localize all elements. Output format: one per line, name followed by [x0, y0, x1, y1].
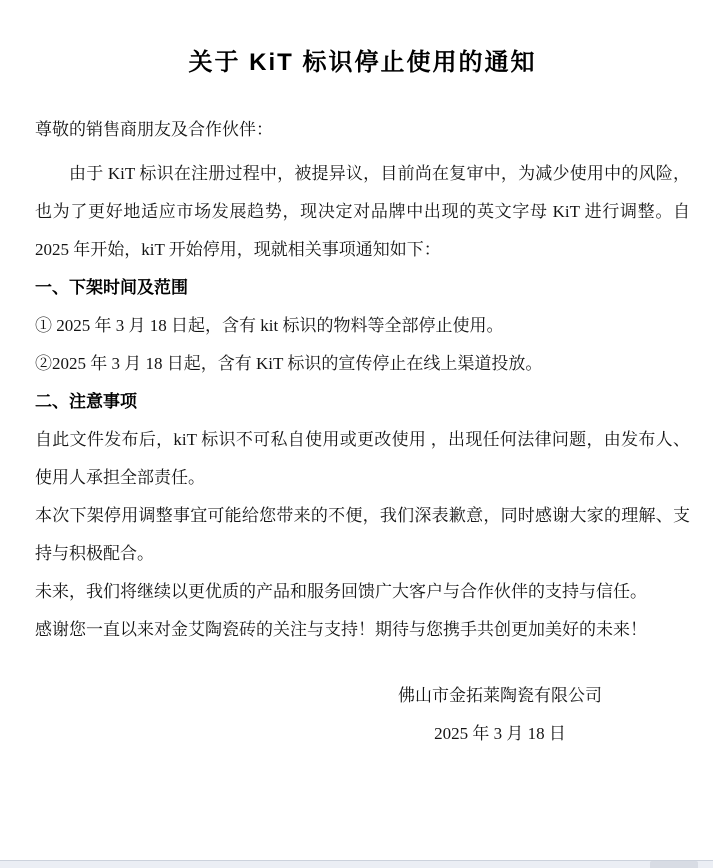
section1-item1: ① 2025 年 3 月 18 日起，含有 kit 标识的物料等全部停止使用。	[35, 316, 504, 335]
signature-date: 2025 年 3 月 18 日	[434, 724, 566, 743]
salutation-line: 尊敬的销售商朋友及合作伙伴：	[35, 120, 273, 139]
section1-heading: 一、下架时间及范围	[35, 278, 188, 297]
signature-company: 佛山市金拓莱陶瓷有限公司	[398, 686, 602, 705]
section2-para3: 未来，我们将继续以更优质的产品和服务回馈广大客户与合作伙伴的支持与信任。	[35, 582, 647, 601]
section2-heading: 二、注意事项	[35, 392, 137, 411]
section2-para1: 自此文件发布后，kiT 标识不可私自使用或更改使用 ，出现任何法律问题，由发布人、使用人承担全部责任。	[35, 430, 690, 487]
document-content	[0, 45, 713, 753]
section2-para2: 本次下架停用调整事宜可能给您带来的不便，我们深表歉意，同时感谢大家的理解、支持与积极配合。	[35, 506, 690, 563]
intro-paragraph: 由于 KiT 标识在注册过程中，被提异议，目前尚在复审中，为减少使用中的风险，也为了更好地适应市场发展趋势，现决定对品牌中出现的英文字母 KiT 进行调整。自 2025 年开始，kiT 开始停用，现就相关事项通知如下：	[35, 164, 690, 259]
window-edge-accent	[650, 861, 698, 868]
section1-item2: ②2025 年 3 月 18 日起，含有 KiT 标识的宣传停止在线上渠道投放。	[35, 354, 543, 373]
section2-para4: 感谢您一直以来对金艾陶瓷砖的关注与支持！期待与您携手共创更加美好的未来！	[35, 620, 647, 639]
window-edge-bar	[0, 860, 713, 868]
signature-block	[340, 677, 660, 753]
document-body	[35, 111, 690, 649]
document-title: 关于 KiT 标识停止使用的通知	[188, 49, 537, 76]
